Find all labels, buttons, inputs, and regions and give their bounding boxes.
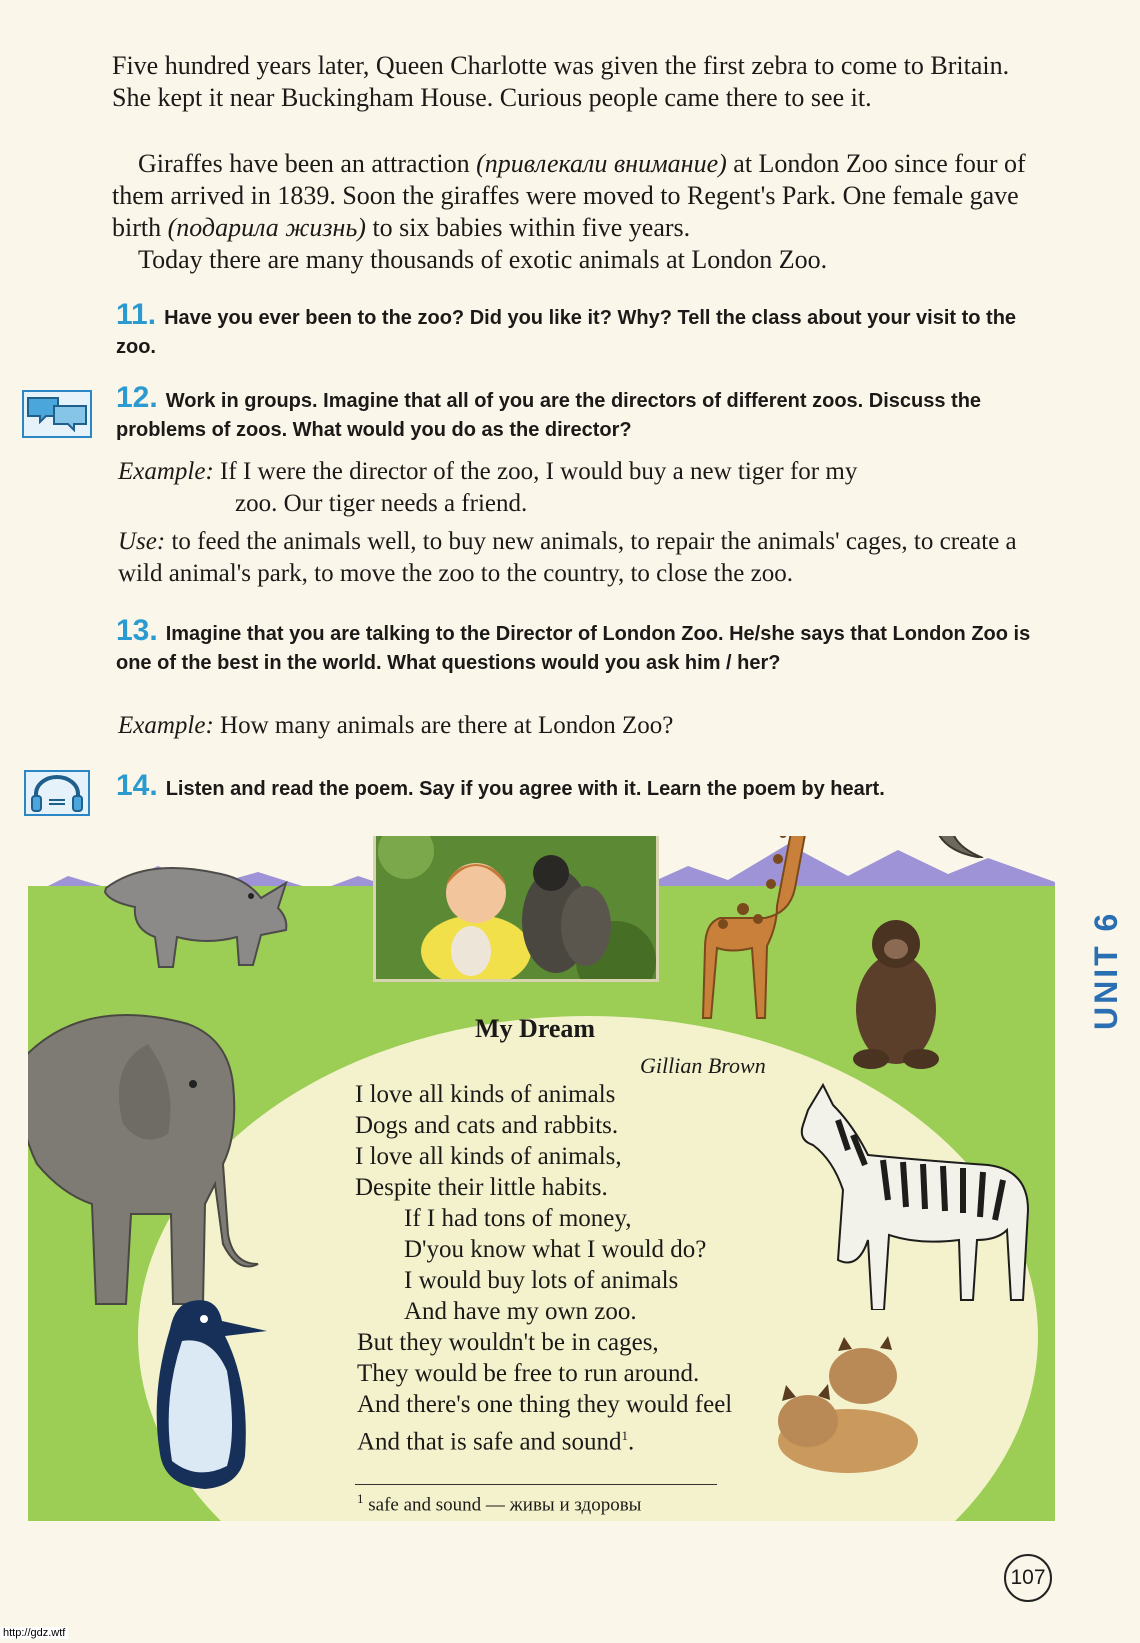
poem-line: And have my own zoo. — [404, 1298, 637, 1325]
penguin-icon — [132, 1291, 272, 1491]
footnote: $^1$ safe and sound — живы и здоровы — [357, 1491, 642, 1516]
exercise-14: 14. Listen and read the poem. Say if you agree with it. Learn the poem by heart. — [116, 769, 885, 802]
poem-line: Dogs and cats and rabbits. — [355, 1112, 619, 1139]
exercise-11: 11. Have you ever been to the zoo? Did you like it? Why? Tell the class about your visit to the zoo. — [116, 298, 1017, 358]
exercise-12: 12. Work in groups. Imagine that all of you are the directors of different zoos. Discuss the problems of zoos. What would you do as the director? — [116, 381, 982, 441]
paragraph-zebra: Five hundred years later, Queen Charlotte was given the first zebra to come to Britain. She kept it near Buckingham House. Curious people came there to see it. — [112, 51, 1010, 112]
example-13: Example: How many animals are there at London Zoo? — [118, 712, 674, 739]
example-12-continued: zoo. Our tiger needs a friend. — [235, 490, 528, 517]
poem-line: Despite their little habits. — [355, 1174, 608, 1201]
poem-line-last: And that is safe and sound$^1$. — [357, 1428, 635, 1456]
poem-line: And there's one thing they would feel — [357, 1391, 733, 1418]
headphones-icon — [24, 770, 90, 816]
source-url[interactable]: http://gdz.wtf — [0, 1627, 68, 1639]
poem-line: I love all kinds of animals — [355, 1081, 616, 1108]
poem-line: I love all kinds of animals, — [355, 1143, 622, 1170]
translation-note: (привлекали внимание) — [476, 149, 727, 178]
translation-note: (подарила жизнь) — [167, 213, 366, 242]
group-work-icon — [22, 390, 92, 438]
giraffe-icon — [683, 836, 833, 1034]
bird-icon — [908, 836, 988, 858]
poem-line: I would buy lots of animals — [404, 1267, 679, 1294]
footnote-mark: 1 — [621, 1428, 629, 1443]
elephant-icon — [28, 1004, 268, 1314]
example-12: Example: If I were the director of the zoo, I would buy a new tiger for my — [118, 458, 858, 485]
paragraph-giraffes: Giraffes have been an attraction (привлекали внимание) at London Zoo since four of them arrived in 1839. Soon the giraffes were moved to Regent's Park. One female gave birth (подарила жизнь) to six babies within five years. — [112, 149, 1026, 242]
exercise-number: 14. — [116, 769, 158, 802]
exercise-13: 13. Imagine that you are talking to the Director of London Zoo. He/she says that London Zoo is one of the best in the world. What questions would you ask him / her? — [116, 614, 1031, 674]
poem-line: D'you know what I would do? — [404, 1236, 707, 1263]
rhino-icon — [96, 858, 296, 968]
page-number: 107 — [1004, 1554, 1052, 1602]
poem-line: If I had tons of money, — [404, 1205, 632, 1232]
poem-line: But they wouldn't be in cages, — [357, 1329, 659, 1356]
footnote-divider — [355, 1484, 717, 1485]
use-list: Use: to feed the animals well, to buy new animals, to repair the animals' cages, to create a wild animal's park, to move the zoo to the country, to close the zoo. — [118, 528, 1017, 587]
unit-tab: UNIT 6 — [1088, 910, 1124, 1030]
paragraph-today: Today there are many thousands of exotic animals at London Zoo. — [138, 245, 828, 274]
poem-author: Gillian Brown — [640, 1053, 766, 1078]
exercise-number: 12. — [116, 381, 158, 414]
exercise-number: 13. — [116, 614, 158, 647]
child-with-penguins-photo — [373, 836, 659, 982]
lynx-icon — [768, 1336, 928, 1476]
poem-title: My Dream — [475, 1014, 596, 1043]
exercise-number: 11. — [116, 298, 157, 331]
poem-line: They would be free to run around. — [357, 1360, 700, 1387]
zebra-icon — [798, 1080, 1038, 1310]
gorilla-icon — [846, 914, 946, 1074]
